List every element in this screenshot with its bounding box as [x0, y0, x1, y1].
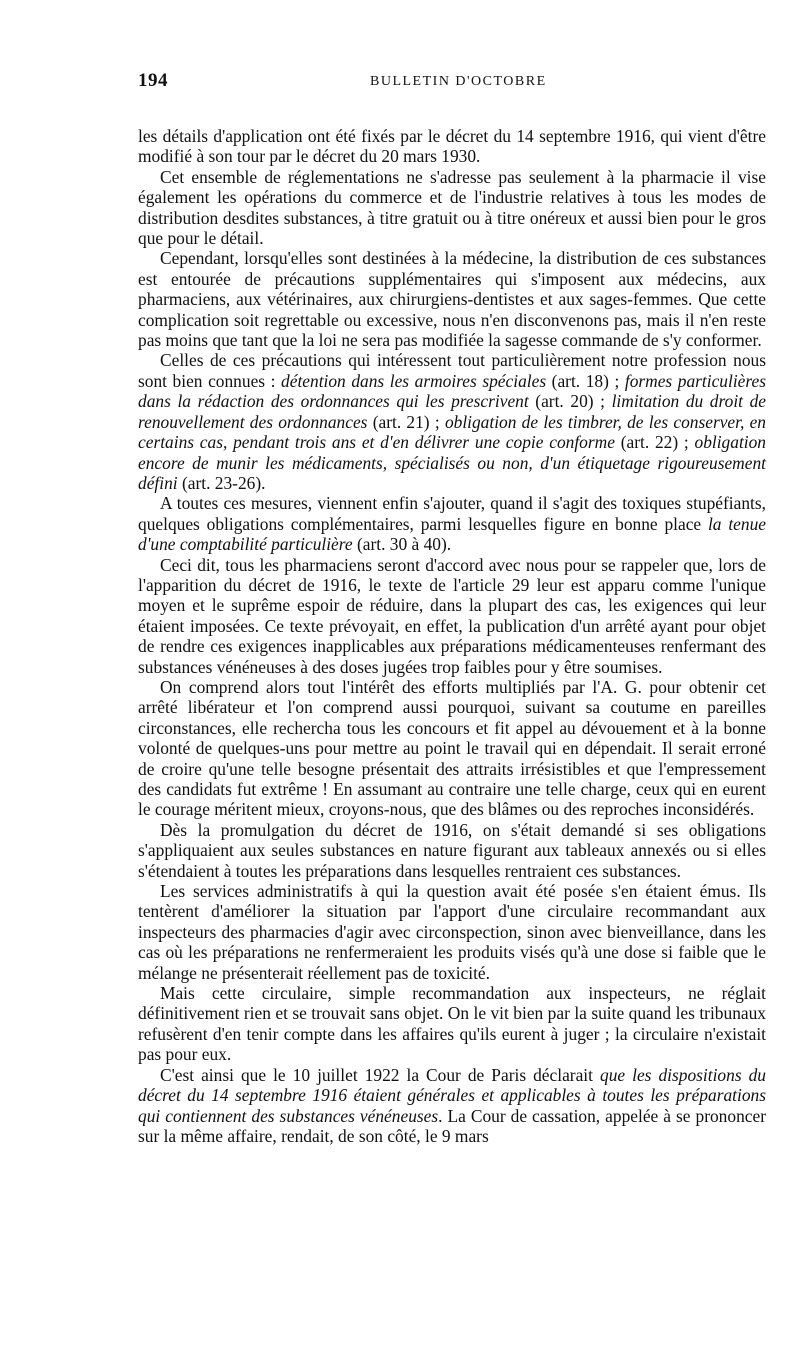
italic-text-span: la tenue d'une comptabilité particulière — [138, 513, 766, 555]
text-span: C'est ainsi que le 10 juillet 1922 la Cour de Paris déclarait — [160, 1064, 600, 1085]
text-span: Dès la promulgation du décret de 1916, on s'était demandé si ses obligations s'appliquaient aux seules substances en nature figurant aux tableaux annexés ou si elles s'étendaient à toutes les préparations dans lesquelles rentraient ces substances. — [138, 819, 766, 881]
text-span: (art. 23-26). — [177, 472, 266, 493]
text-span: (art. 21) ; — [367, 411, 445, 432]
text-span: les détails d'application ont été fixés par le décret du 14 septembre 1916, qui vient d'être modifié à son tour par le décret du 20 mars 1930. — [138, 126, 766, 167]
italic-text-span: limitation du droit de renouvellement des ordonnances — [138, 391, 766, 432]
running-head: BULLETIN D'OCTOBRE — [370, 74, 547, 89]
italic-text-span: que les dispositions du décret du 14 septembre 1916 étaient générales et applicables à toutes les préparations qui contiennent des substances vénéneuses — [138, 1064, 767, 1126]
paragraph — [138, 881, 766, 983]
text-span: (art. 18) ; — [546, 370, 625, 391]
text-span: Mais cette circulaire, simple recommandation aux inspecteurs, ne réglait définitivement rien et se trouvait sans objet. On le vit bien par la suite quand les tribunaux refusèrent d'en tenir compte dans les affaires qu'ils eurent à juger ; la circulaire n'existait pas pour eux. — [138, 983, 766, 1065]
paragraph — [138, 820, 766, 881]
text-span: . La Cour de cassation, appelée à se prononcer sur la même affaire, rendait, de son côté, le 9 mars — [138, 1105, 766, 1146]
paragraph — [138, 983, 766, 1065]
paragraph — [138, 493, 766, 554]
italic-text-span: obligation encore de munir les médicaments, spécialisés ou non, d'un étiquetage rigoureusement défini — [138, 432, 766, 493]
text-span: (art. 20) ; — [528, 391, 612, 412]
paragraph — [138, 248, 766, 350]
paragraph — [138, 555, 766, 677]
text-span: Celles de ces précautions qui intéressent tout particulièrement notre profession nous sont bien connues : — [138, 350, 766, 391]
paragraph — [138, 167, 766, 249]
italic-text-span: formes particulières dans la rédaction des ordonnances qui les prescrivent — [138, 370, 766, 412]
page-header — [138, 70, 658, 100]
page-number: 194 — [138, 70, 168, 91]
text-span: Cet ensemble de réglementations ne s'adresse pas seulement à la pharmacie il vise également les opérations du commerce et de l'industrie relatives à tous les modes de distribution desdites substances, à titre gratuit ou à titre onéreux et aussi bien pour le gros que pour le détail. — [138, 166, 766, 249]
italic-text-span: obligation de les timbrer, de les conserver, en certains cas, pendant trois ans et d'en délivrer une copie conforme — [138, 411, 767, 453]
text-span: (art. 22) ; — [614, 432, 695, 453]
paragraph — [138, 677, 766, 820]
body-text — [138, 126, 766, 1146]
text-span: On comprend alors tout l'intérêt des efforts multipliés par l'A. G. pour obtenir cet arrêté libérateur et l'on comprend aussi pourquoi, suivant sa coutume en pareilles circonstances, elle rechercha tous les concours et fit appel au dévouement et à la bonne volonté de quelques-uns pour mettre au point le travail qui en dépendait. Il serait erroné de croire qu'une telle besogne présentait des attraits irrésistibles et que l'empressement des candidats fut extrême ! En assumant au contraire une telle charge, ceux qui en eurent le courage méritent mieux, croyons-nous, que des blâmes ou des reproches inconsidérés. — [138, 676, 766, 820]
text-span: A toutes ces mesures, viennent enfin s'ajouter, quand il s'agit des toxiques stupéfiants, quelques obligations complémentaires, parmi lesquelles figure en bonne place — [138, 493, 766, 534]
text-span: (art. 30 à 40). — [352, 534, 452, 555]
paragraph — [138, 126, 766, 167]
italic-text-span: détention dans les armoires spéciales — [281, 370, 547, 391]
text-span: Ceci dit, tous les pharmaciens seront d'accord avec nous pour se rappeler que, lors de l'apparition du décret de 1916, le texte de l'article 29 leur est apparu comme l'unique moyen et le suprême espoir de réduire, dans la plupart des cas, les exigences qui leur étaient imposées. Ce texte prévoyait, en effet, la publication d'un arrêté ayant pour objet de rendre ces exigences inapplicables aux préparations médicamenteuses renfermant des substances vénéneuses à des doses jugées trop faibles pour y être soumises. — [138, 554, 766, 677]
paragraph — [138, 1065, 766, 1147]
paragraph — [138, 350, 766, 493]
text-span: Les services administratifs à qui la question avait été posée s'en étaient émus. Ils tentèrent d'améliorer la situation par l'apport d'une circulaire recommandant aux inspecteurs des pharmacies d'agir avec circonspection, sinon avec bienveillance, dans les cas où les préparations ne renfermeraient les produits visés qu'à une dose si faible que le mélange ne présenterait réellement pas de toxicité. — [138, 881, 766, 983]
text-span: Cependant, lorsqu'elles sont destinées à la médecine, la distribution de ces substances est entourée de précautions supplémentaires qui s'imposent aux médecins, aux pharmaciens, aux vétérinaires, aux chirurgiens-dentistes et aux sages-femmes. Que cette complication soit regrettable ou excessive, nous n'en disconvenons pas, mais il n'en reste pas moins que tant que la loi ne sera pas modifiée la sagesse commande de s'y conformer. — [138, 248, 766, 351]
